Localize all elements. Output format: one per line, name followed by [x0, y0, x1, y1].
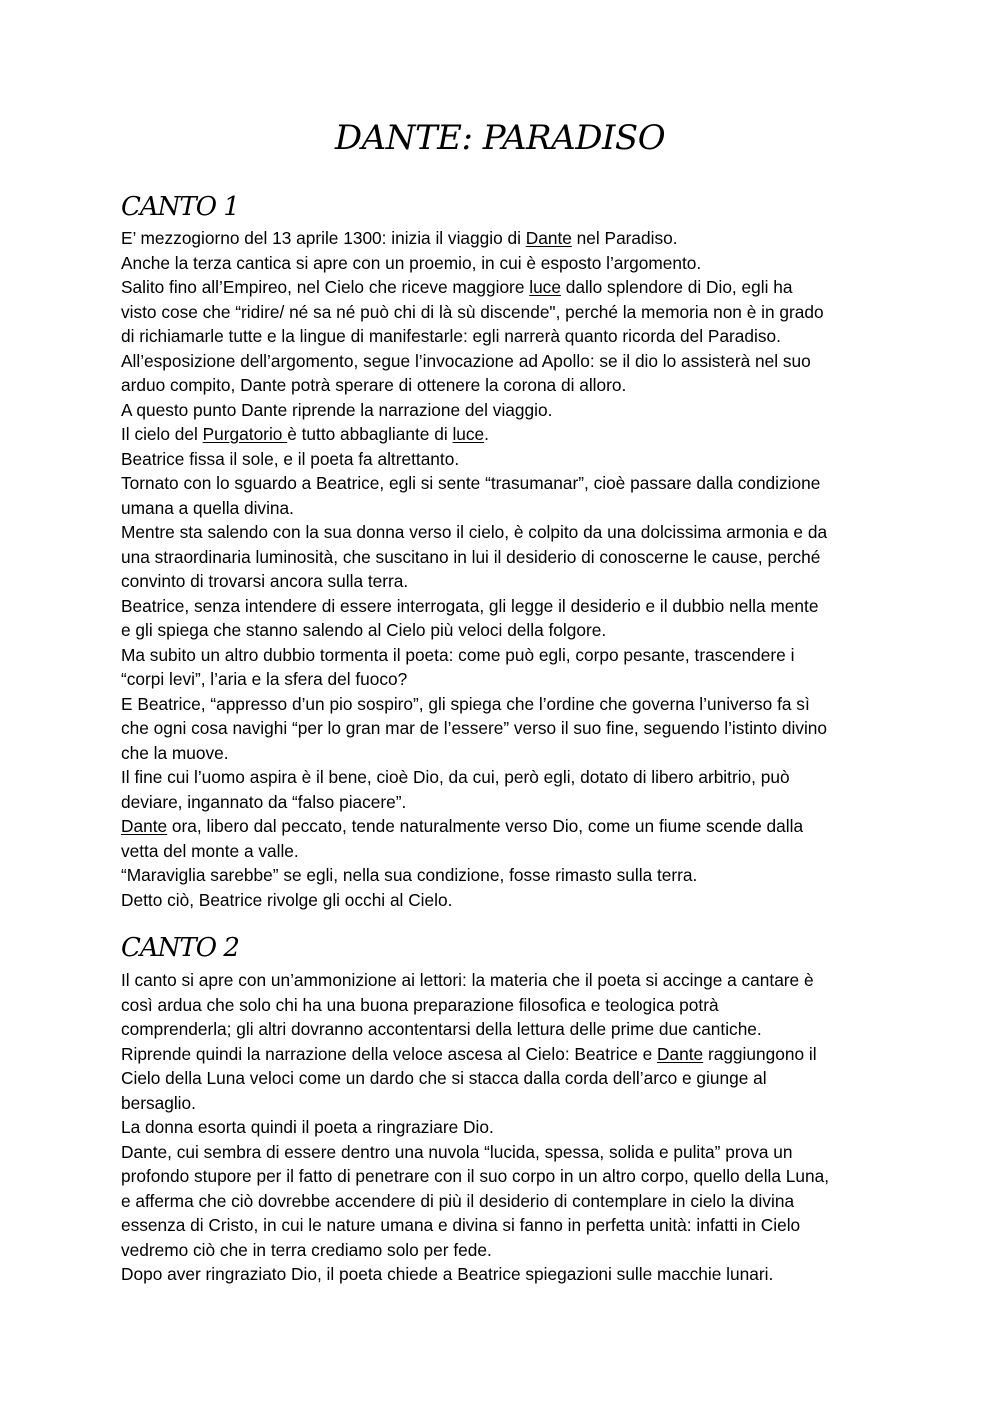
- underlined-term[interactable]: Dante: [121, 816, 168, 836]
- text-segment: Ma subito un altro dubbio tormenta il poeta: come può egli, corpo pesante, trascendere i: [121, 644, 795, 665]
- text-segment: che la muove.: [121, 742, 229, 763]
- text-segment: raggiungono il: [703, 1043, 817, 1064]
- text-line: [121, 643, 891, 668]
- text-line: [121, 447, 891, 472]
- text-segment: e afferma che ciò dovrebbe accendere di più il desiderio di contemplare in cielo la divina: [121, 1190, 795, 1211]
- text-segment: Salito fino all’Empireo, nel Cielo che riceve maggiore: [121, 277, 530, 297]
- underlined-term[interactable]: Dante: [525, 228, 572, 248]
- text-segment: Cielo della Luna veloci come un dardo che si stacca dalla corda dell’arco e giunge al: [121, 1068, 767, 1088]
- text-line: [121, 1213, 891, 1238]
- text-line: [121, 520, 891, 545]
- text-segment: “Maraviglia sarebbe” se egli, nella sua condizione, fosse rimasto sulla terra.: [121, 865, 698, 885]
- text-segment: Dopo aver ringraziato Dio, il poeta chiede a Beatrice spiegazioni sulle macchie lunari.: [121, 1264, 774, 1284]
- text-line: [121, 814, 891, 839]
- text-line: [121, 373, 891, 398]
- section-heading-canto-1: CANTO 1: [121, 192, 239, 222]
- text-segment: dallo splendore di Dio, egli ha: [560, 277, 793, 297]
- text-segment: vedremo ciò che in terra crediamo solo per fede.: [121, 1239, 492, 1260]
- text-line: [121, 569, 891, 594]
- text-line: [121, 1262, 891, 1287]
- text-segment: Dante, cui sembra di essere dentro una nuvola “lucida, spessa, solida e pulita” prova un: [121, 1141, 793, 1162]
- text-segment: “corpi levi”, l’aria e la sfera del fuoco?: [121, 669, 408, 689]
- text-line: [121, 1140, 891, 1165]
- text-line: [121, 993, 891, 1018]
- section-heading-canto-2: CANTO 2: [121, 933, 239, 963]
- text-line: [121, 594, 891, 619]
- text-line: [121, 422, 891, 447]
- text-line: [121, 618, 891, 643]
- text-line: [121, 251, 891, 276]
- text-line: [121, 765, 891, 790]
- text-segment: di richiamarle tutte e la lingue di manifestarle: egli narrerà quanto ricorda del Paradiso.: [121, 326, 781, 346]
- text-line: [121, 398, 891, 423]
- text-segment: .: [484, 424, 489, 444]
- text-segment: che ogni cosa navighi “per lo gran mar de l’essere” verso il suo fine, seguendo l’istinto divino: [121, 718, 828, 738]
- text-line: [121, 741, 891, 766]
- text-line: [121, 1091, 891, 1116]
- text-line: [121, 1042, 891, 1067]
- text-segment: essenza di Cristo, in cui le nature umana e divina si fanno in perfetta unità: infatti in Cielo: [121, 1215, 801, 1235]
- text-segment: Il canto si apre con un’ammonizione ai lettori: la materia che il poeta si accinge a cantare è: [121, 970, 814, 990]
- text-segment: Beatrice, senza intendere di essere interrogata, gli legge il desiderio e il dubbio nella mente: [121, 595, 819, 616]
- text-segment: E’ mezzogiorno del 13 aprile 1300: inizia il viaggio di: [121, 228, 526, 248]
- text-line: [121, 888, 891, 913]
- section-body-canto-1: [121, 226, 891, 912]
- text-segment: arduo compito, Dante potrà sperare di ottenere la corona di alloro.: [121, 375, 627, 395]
- text-segment: Il fine cui l’uomo aspira è il bene, cioè Dio, da cui, però egli, dotato di libero arbitrio, può: [121, 767, 790, 787]
- text-segment: umana a quella divina.: [121, 497, 294, 518]
- text-segment: nel Paradiso.: [571, 228, 678, 248]
- text-segment: bersaglio.: [121, 1092, 196, 1113]
- text-line: [121, 968, 891, 993]
- text-line: [121, 349, 891, 374]
- text-line: [121, 226, 891, 251]
- underlined-term[interactable]: Dante: [657, 1043, 704, 1064]
- section-body-canto-2: [121, 968, 891, 1287]
- text-line: [121, 1164, 891, 1189]
- text-line: [121, 496, 891, 521]
- text-line: [121, 1115, 891, 1140]
- underlined-term[interactable]: luce: [529, 277, 561, 297]
- text-segment: comprenderla; gli altri dovranno accontentarsi della lettura delle prime due cantiche.: [121, 1019, 762, 1039]
- text-segment: La donna esorta quindi il poeta a ringraziare Dio.: [121, 1117, 494, 1137]
- text-segment: E Beatrice, “appresso d’un pio sospiro”, gli spiega che l’ordine che governa l’universo fa sì: [121, 693, 810, 714]
- text-segment: Tornato con lo sguardo a Beatrice, egli si sente “trasumanar”, cioè passare dalla condizione: [121, 473, 821, 493]
- text-line: [121, 545, 891, 570]
- text-line: [121, 1238, 891, 1263]
- text-line: [121, 471, 891, 496]
- text-segment: Mentre sta salendo con la sua donna verso il cielo, è colpito da una dolcissima armonia e da: [121, 522, 828, 542]
- text-segment: Beatrice fissa il sole, e il poeta fa altrettanto.: [121, 448, 460, 469]
- text-line: [121, 1017, 891, 1042]
- text-line: [121, 1066, 891, 1091]
- text-segment: così ardua che solo chi ha una buona preparazione filosofica e teologica potrà: [121, 994, 719, 1015]
- text-segment: visto cose che “ridire/ né sa né può chi di là sù discende", perché la memoria non è in grado: [121, 301, 824, 322]
- text-segment: All’esposizione dell’argomento, segue l’invocazione ad Apollo: se il dio lo assisterà nel suo: [121, 350, 811, 371]
- text-line: [121, 692, 891, 717]
- text-line: [121, 790, 891, 815]
- text-segment: deviare, ingannato da “falso piacere”.: [121, 791, 407, 812]
- text-segment: è tutto abbagliante di: [287, 424, 453, 444]
- text-segment: una straordinaria luminosità, che suscitano in lui il desiderio di conoscerne le cause, perché: [121, 546, 821, 567]
- text-segment: A questo punto Dante riprende la narrazione del viaggio.: [121, 399, 553, 420]
- text-line: [121, 839, 891, 864]
- text-segment: ora, libero dal peccato, tende naturalmente verso Dio, come un fiume scende dalla: [167, 816, 804, 836]
- text-line: [121, 863, 891, 888]
- text-segment: e gli spiega che stanno salendo al Cielo più veloci della folgore.: [121, 620, 607, 640]
- underlined-term[interactable]: Purgatorio: [202, 424, 288, 444]
- text-segment: Il cielo del: [121, 424, 203, 444]
- text-line: [121, 324, 891, 349]
- text-segment: Anche la terza cantica si apre con un proemio, in cui è esposto l’argomento.: [121, 252, 702, 273]
- text-line: [121, 275, 891, 300]
- text-segment: Riprende quindi la narrazione della veloce ascesa al Cielo: Beatrice e: [121, 1043, 658, 1064]
- text-line: [121, 1189, 891, 1214]
- text-line: [121, 300, 891, 325]
- text-segment: vetta del monte a valle.: [121, 840, 299, 861]
- text-segment: profondo stupore per il fatto di penetrare con il suo corpo in un altro corpo, quello della Luna,: [121, 1166, 830, 1186]
- text-segment: Detto ciò, Beatrice rivolge gli occhi al Cielo.: [121, 889, 453, 910]
- underlined-term[interactable]: luce: [452, 424, 485, 444]
- text-line: [121, 667, 891, 692]
- text-line: [121, 716, 891, 741]
- text-segment: convinto di trovarsi ancora sulla terra.: [121, 571, 409, 591]
- page-title: DANTE: PARADISO: [334, 118, 666, 158]
